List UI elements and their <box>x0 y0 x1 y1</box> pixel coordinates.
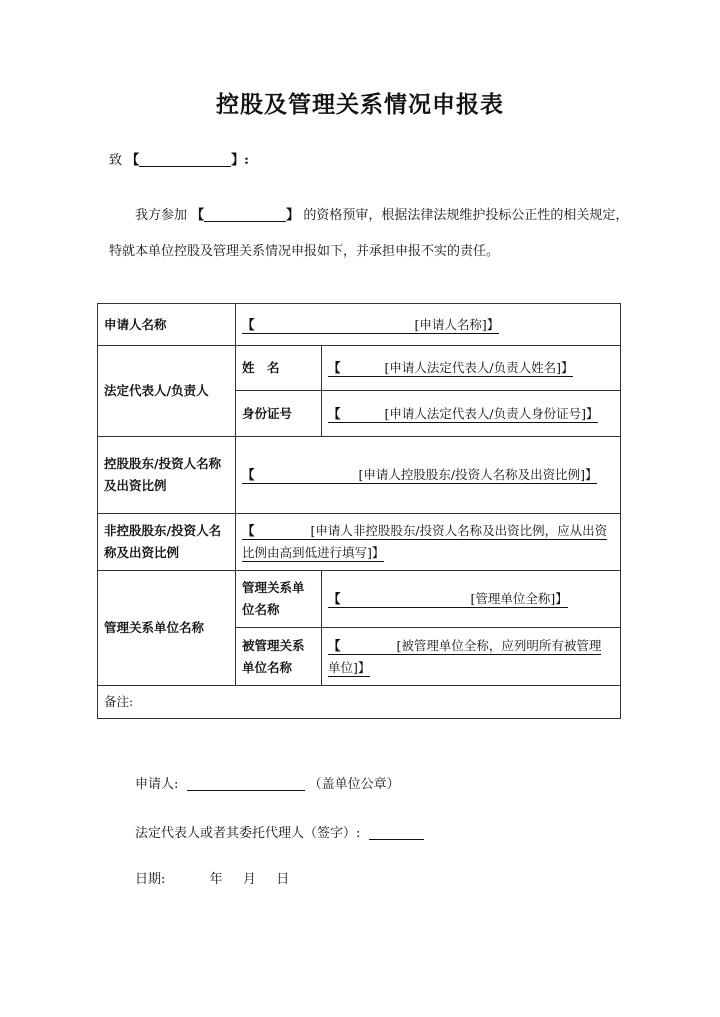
non-controlling-label <box>98 514 236 571</box>
rep-signature-line <box>135 822 424 841</box>
non-controlling-field[interactable] <box>236 514 621 571</box>
open-bracket: 【 <box>242 316 255 332</box>
open-bracket: 【 <box>242 523 255 538</box>
non-controlling-label-line1: 非控股股东/投资人名 <box>104 523 222 538</box>
applicant-name-field[interactable] <box>236 304 621 346</box>
open-bracket: 【 <box>328 405 341 421</box>
applicant-signature-line <box>135 773 400 792</box>
declaration-table <box>97 303 621 719</box>
legal-rep-id-value: [申请人法定代表人/负责人身份证号]】 <box>384 405 599 421</box>
rep-label: 法定代表人或者其委托代理人（签字）: <box>135 826 361 841</box>
applicant-label: 申请人: <box>135 777 179 792</box>
managed-label-line2: 单位名称 <box>242 659 293 675</box>
intro-open-bracket: 【 <box>191 208 205 223</box>
remarks-label: 备注: <box>104 694 134 709</box>
addressee-line <box>109 149 249 168</box>
managed-unit-value-line2: 单位]】 <box>328 659 371 675</box>
addressee-blank[interactable] <box>139 152 231 167</box>
form-title: 控股及管理关系情况申报表 <box>216 92 504 118</box>
managing-label-line1: 管理关系单 <box>242 580 305 595</box>
date-day: 日 <box>276 872 290 887</box>
date-year: 年 <box>209 872 223 887</box>
controlling-label <box>98 437 236 514</box>
table-row <box>98 346 621 391</box>
managed-unit-label <box>236 628 322 686</box>
date-line <box>135 868 289 887</box>
intro-suffix: 的资格预审，根据法律法规维护投标公正性的相关规定， <box>303 208 629 223</box>
legal-rep-name-field[interactable] <box>322 346 621 391</box>
table-row <box>98 571 621 628</box>
controlling-label-line2: 及出资比例 <box>104 478 167 493</box>
legal-rep-name-label: 姓 名 <box>236 346 322 391</box>
controlling-field[interactable] <box>236 437 621 514</box>
addressee-open-bracket: 【 <box>126 153 140 168</box>
applicant-seal-blank[interactable] <box>187 776 305 791</box>
non-controlling-label-line2: 称及出资比例 <box>104 545 180 560</box>
legal-rep-id-label: 身份证号 <box>236 391 322 437</box>
applicant-name-label: 申请人名称 <box>98 304 236 346</box>
managed-label-line1: 被管理关系 <box>242 637 305 653</box>
controlling-value: [申请人控股股东/投资人名称及出资比例]】 <box>358 467 598 482</box>
open-bracket: 【 <box>328 637 341 653</box>
managing-unit-label <box>236 571 322 628</box>
intro-line-1 <box>135 204 628 223</box>
management-label: 管理关系单位名称 <box>98 571 236 686</box>
rep-signature-blank[interactable] <box>369 825 424 840</box>
project-blank[interactable] <box>204 207 286 222</box>
seal-note: （盖单位公章） <box>308 777 400 792</box>
open-bracket: 【 <box>242 467 255 482</box>
open-bracket: 【 <box>328 360 341 375</box>
managing-unit-value: [管理单位全称]】 <box>470 591 568 606</box>
legal-rep-label: 法定代表人/负责人 <box>98 346 236 437</box>
addressee-prefix: 致 <box>109 153 123 168</box>
managed-unit-value-line1: [被管理单位全称，应列明所有被管理 <box>396 637 602 653</box>
date-month: 月 <box>242 872 256 887</box>
intro-line-2: 特就本单位控股及管理关系情况申报如下，并承担申报不实的责任。 <box>109 244 500 259</box>
intro-close-bracket: 】 <box>286 208 300 223</box>
non-controlling-value-line2: 比例由高到低进行填写]】 <box>242 545 385 560</box>
legal-rep-name-value: [申请人法定代表人/负责人姓名]】 <box>384 360 574 375</box>
table-row <box>98 304 621 346</box>
legal-rep-id-field[interactable] <box>322 391 621 437</box>
managing-unit-field[interactable] <box>322 571 621 628</box>
table-row <box>98 686 621 719</box>
non-controlling-value-line1: [申请人非控股股东/投资人名称及出资比例，应从出资 <box>310 523 608 538</box>
table-row <box>98 514 621 571</box>
remarks-field[interactable] <box>98 686 621 719</box>
applicant-name-value: [申请人名称]】 <box>414 316 500 332</box>
open-bracket: 【 <box>328 591 341 606</box>
controlling-label-line1: 控股股东/投资人名称 <box>104 456 222 471</box>
addressee-close-bracket: 】: <box>231 153 249 168</box>
table-row <box>98 437 621 514</box>
managed-unit-field[interactable] <box>322 628 621 686</box>
intro-prefix: 我方参加 <box>135 208 188 223</box>
date-label: 日期: <box>135 872 166 887</box>
managing-label-line2: 位名称 <box>242 602 280 617</box>
